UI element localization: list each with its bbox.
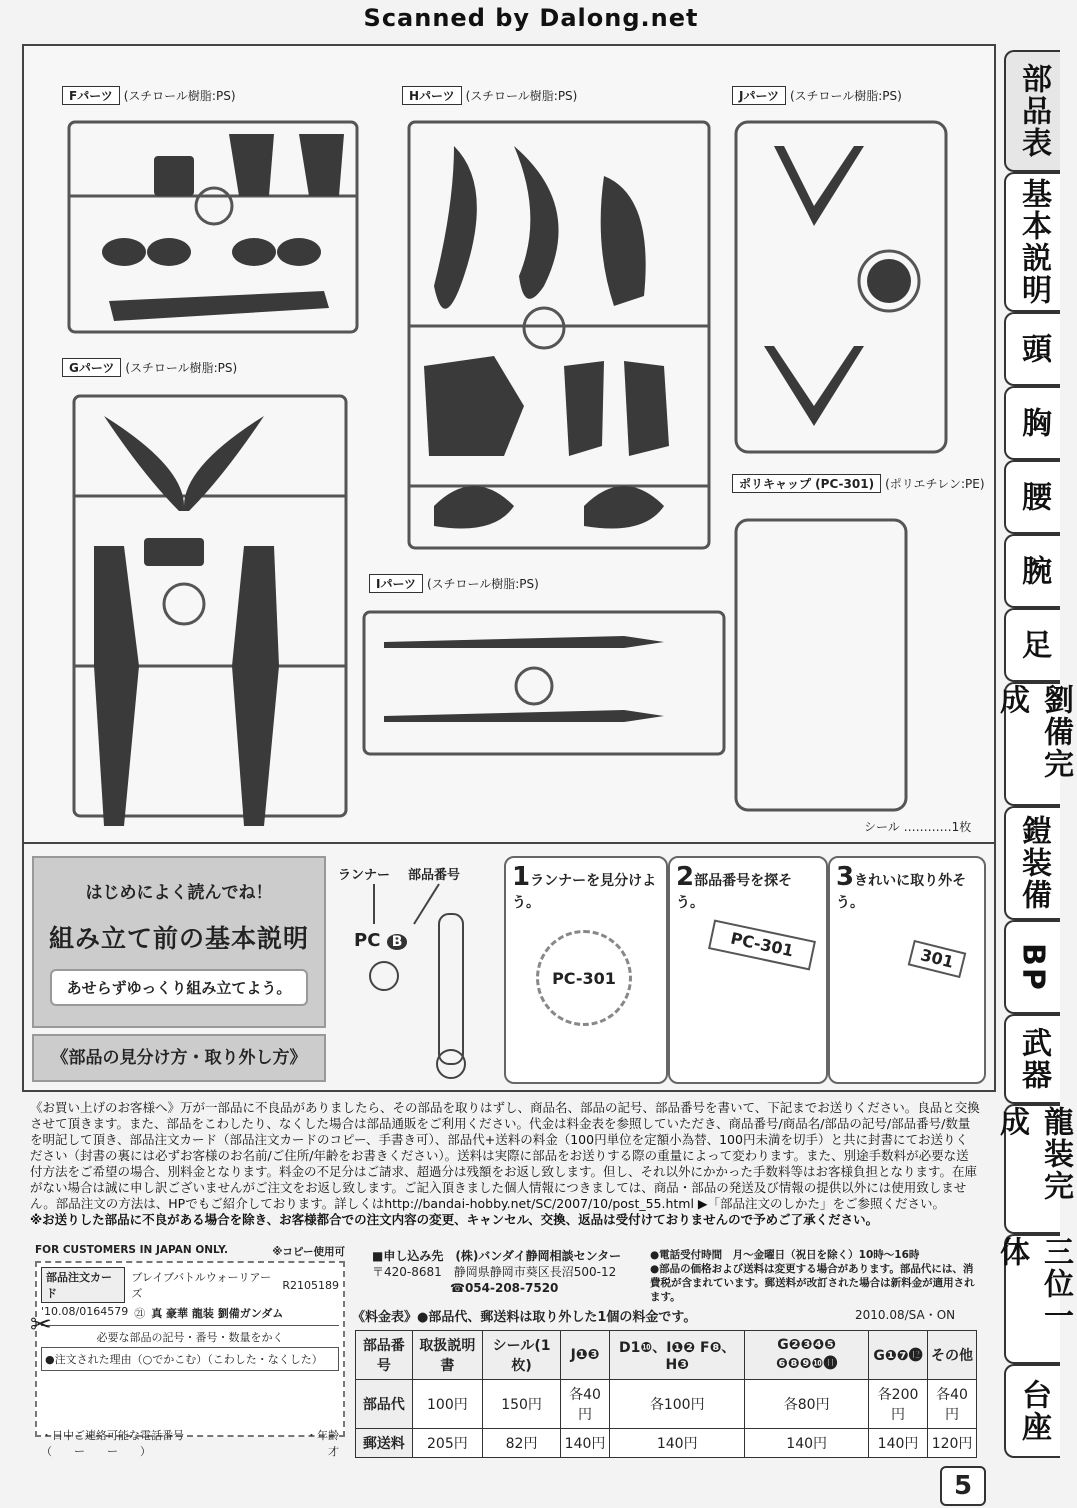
part-h-title: Hパーツ bbox=[402, 86, 462, 105]
step1-panel bbox=[504, 856, 668, 1084]
step1-label bbox=[506, 858, 666, 916]
tab-waist[interactable] bbox=[1004, 460, 1060, 534]
intro-text: はじめによく読んでね！ bbox=[85, 883, 273, 903]
phone-label: ・日中ご連絡可能な電話番号 bbox=[41, 1429, 184, 1442]
fee-header: シール(1枚) bbox=[483, 1331, 561, 1380]
contact-apply: ■申し込み先 (株)バンダイ静岡相談センター bbox=[372, 1249, 622, 1263]
step3-number: 3 bbox=[836, 862, 855, 892]
part-i-material: (スチロール樹脂:PS) bbox=[427, 577, 539, 591]
fee-header: J❶❸ bbox=[561, 1331, 610, 1380]
tab-leg[interactable] bbox=[1004, 608, 1060, 682]
runner-label: ランナー bbox=[338, 868, 391, 883]
fee-title: 《料金表》●部品代、郵送料は取り外した1個の料金です。 bbox=[352, 1310, 697, 1325]
for-customers: FOR CUSTOMERS IN JAPAN ONLY. bbox=[35, 1244, 228, 1256]
tab-label: 腰 bbox=[1016, 481, 1051, 513]
parts-diagram-panel bbox=[22, 44, 996, 844]
fee-ship-row bbox=[356, 1429, 977, 1458]
order-card-header bbox=[35, 1244, 345, 1259]
tab-basic[interactable] bbox=[1004, 172, 1060, 312]
seal-count: シール …………1枚 bbox=[864, 820, 972, 834]
runner-drawings bbox=[24, 46, 994, 842]
step3-panel bbox=[828, 856, 986, 1084]
price-cell: 各40円 bbox=[561, 1380, 610, 1429]
basic-explanation-panel bbox=[22, 842, 996, 1092]
tab-chest[interactable] bbox=[1004, 386, 1060, 460]
order-code: R2105189 bbox=[282, 1278, 339, 1292]
age-field[interactable]: 才 bbox=[328, 1445, 339, 1458]
contact-note: ●部品の価格および送料は変更する場合があります。部品代には、消費税が含まれています。郵送料が改訂された場合は新料金が適用されます。 bbox=[650, 1263, 975, 1303]
tab-weapon[interactable] bbox=[1004, 1014, 1060, 1104]
doc-date: 2010.08/SA・ON bbox=[855, 1308, 956, 1322]
tab-armor[interactable] bbox=[1004, 806, 1060, 920]
step3-text: きれいに取り外そう。 bbox=[836, 873, 967, 911]
part-h-material: (スチロール樹脂:PS) bbox=[465, 89, 578, 103]
partno-label: 部品番号 bbox=[408, 868, 461, 883]
contact-address: 〒420-8681 静岡県静岡市葵区長沼500-12 bbox=[372, 1265, 617, 1279]
tab-label: 胸 bbox=[1016, 407, 1051, 439]
part-f-title: Fパーツ bbox=[62, 86, 120, 105]
order-date-code: '10.08/0164579 bbox=[41, 1305, 129, 1318]
fee-header: 部品番号 bbox=[356, 1331, 413, 1380]
customer-notice bbox=[30, 1100, 980, 1228]
part-label-f bbox=[62, 86, 236, 105]
step2-text: 部品番号を探そう。 bbox=[676, 873, 793, 911]
tab-liubei-complete[interactable] bbox=[994, 682, 1073, 806]
intro-box bbox=[32, 856, 326, 1028]
ship-cell: 205円 bbox=[412, 1429, 482, 1458]
order-blank-area[interactable] bbox=[41, 1371, 339, 1427]
price-cell: 100円 bbox=[412, 1380, 482, 1429]
tab-head[interactable] bbox=[1004, 312, 1060, 386]
price-cell: 各200円 bbox=[868, 1380, 927, 1429]
part-label-j bbox=[732, 86, 902, 105]
order-need-label: 必要な部品の記号・番号・数量をかく bbox=[41, 1325, 339, 1345]
order-series: ブレイブバトルウォーリアーズ bbox=[131, 1271, 272, 1300]
tab-arm[interactable] bbox=[1004, 534, 1060, 608]
fee-header: G❷❸❹❺ ❻❽❾❿⓫ bbox=[745, 1331, 869, 1380]
part-label-g bbox=[62, 358, 237, 377]
notice-body: 《お買い上げのお客様へ》万が一部品に不良品がありましたら、その部品を取りはずし、商品名、部品の記号、部品番号を書いて、下記までお送りください。良品と交換させて頂きます。また、部品をこわしたり、なくした場合は部品通販をご利用ください。代金は料金表を参照していただき、商品番号/商品名/部品の記号/部品番号/数量を明記して頂き、部品注文カード（部品注文カードのコピー、手書き可）、部品代+送料の料金（100円単位を定額小為替、100円未満を切手）と共に封書にてお送りください（封書の裏には必ずお客様のお名前/ご住所/年齢をお書きください）。送料は実際に部品をお送りする際の重量によって変わります。また、別途手数料が必要な送付方法をご希望の場合、別料金となります。料金の不足分はご請求、超過分は残額をお返し致します。但し、それ以外にかかった手数料等はお客様負担となります。在庫がない場合は誠に申し訳ございませんがご注文をお返し致します。ご記入頂きました個人情報につきましては、商品・部品の発送及び情報の提供以外には使用致しません。部品注文の方法は、HPでもご紹介しております。詳しくはhttp://bandai-hobby.net/SC/2007/10/post_55.html ▶「部品注文のしかた」をご参照ください。 bbox=[30, 1100, 980, 1211]
tab-parts-list[interactable] bbox=[1004, 50, 1060, 172]
contact-tel: ☎054-208-7520 bbox=[450, 1281, 559, 1295]
part-label-pc bbox=[732, 474, 985, 493]
tab-label: 頭 bbox=[1016, 333, 1051, 365]
basic-sub: あせらずゆっくり組み立てよう。 bbox=[50, 969, 308, 1006]
order-reason: ●注文された理由（○でかこむ）（こわした・なくした） bbox=[41, 1347, 339, 1371]
step2-number: 2 bbox=[676, 862, 695, 892]
ship-cell: 140円 bbox=[610, 1429, 745, 1458]
part-f-material: (スチロール樹脂:PS) bbox=[123, 89, 236, 103]
step2-panel bbox=[668, 856, 828, 1084]
pc-text: PC bbox=[354, 930, 381, 951]
tab-bp[interactable] bbox=[1004, 920, 1060, 1014]
fee-header: その他 bbox=[928, 1331, 977, 1380]
fee-price-row bbox=[356, 1380, 977, 1429]
part-g-material: (スチロール樹脂:PS) bbox=[125, 361, 238, 375]
tab-label: 腕 bbox=[1016, 555, 1051, 587]
page-number: 5 bbox=[940, 1466, 986, 1506]
tab-label: 足 bbox=[1016, 629, 1051, 661]
tab-label: 基本説明 bbox=[1016, 178, 1051, 306]
part-label-h bbox=[402, 86, 577, 105]
ship-cell: 140円 bbox=[745, 1429, 869, 1458]
notice-warning: ※お送りした部品に不良がある場合を除き、お客様都合での注文内容の変更、キャンセル、交換、返品は受付けておりませんので予めご了承ください。 bbox=[30, 1212, 879, 1227]
ship-cell: 140円 bbox=[561, 1429, 610, 1458]
contact-info bbox=[372, 1248, 621, 1296]
b-badge: B bbox=[387, 934, 408, 950]
tab-label: BP bbox=[1015, 942, 1051, 992]
tab-label: 三位一体 bbox=[994, 1236, 1073, 1332]
price-cell: 各100円 bbox=[610, 1380, 745, 1429]
tab-dragon-complete[interactable] bbox=[994, 1104, 1073, 1234]
fee-header: 取扱説明書 bbox=[412, 1331, 482, 1380]
ship-row-label: 郵送料 bbox=[356, 1429, 413, 1458]
step2-label bbox=[670, 858, 826, 916]
price-cell: 150円 bbox=[483, 1380, 561, 1429]
tab-label: 武器 bbox=[1016, 1027, 1051, 1091]
part-pc-title: ポリキャップ (PC-301) bbox=[732, 474, 881, 493]
fee-header: D1❿、I❶❷ F❽、H❸ bbox=[610, 1331, 745, 1380]
part-j-material: (スチロール樹脂:PS) bbox=[790, 89, 902, 103]
part-i-title: Iパーツ bbox=[369, 574, 423, 593]
price-cell: 各80円 bbox=[745, 1380, 869, 1429]
step1-text: ランナーを見分けよう。 bbox=[512, 873, 657, 911]
howto-title: 《部品の見分け方・取り外し方》 bbox=[32, 1034, 326, 1082]
price-row-label: 部品代 bbox=[356, 1380, 413, 1429]
order-card bbox=[35, 1244, 345, 1458]
basic-title: 組み立て前の基本説明 bbox=[48, 924, 309, 953]
tab-label: 劉備完成 bbox=[994, 684, 1073, 780]
copy-ok: ※コピー使用可 bbox=[272, 1246, 345, 1258]
ship-cell: 120円 bbox=[928, 1429, 977, 1458]
ship-cell: 82円 bbox=[483, 1429, 561, 1458]
tab-trinity[interactable] bbox=[994, 1234, 1073, 1364]
age-label: ・年齢 bbox=[306, 1429, 339, 1442]
phone-field[interactable]: （ ー ー ） bbox=[41, 1445, 151, 1458]
fee-header-row bbox=[356, 1331, 977, 1380]
part-g-title: Gパーツ bbox=[62, 358, 121, 377]
step1-pc301-tag: PC-301 bbox=[536, 930, 632, 1026]
fee-header: G❶❼⓬ bbox=[868, 1331, 927, 1380]
product-number: ㉑ bbox=[134, 1307, 146, 1320]
contact-hours: ●電話受付時間 月〜金曜日（祝日を除く）10時〜16時 bbox=[650, 1249, 920, 1261]
fee-table bbox=[355, 1330, 977, 1458]
tab-label: 龍装完成 bbox=[994, 1106, 1073, 1202]
order-card-title: 部品注文カード bbox=[41, 1267, 125, 1303]
tab-stand[interactable] bbox=[1004, 1364, 1060, 1458]
tab-label: 鎧装備 bbox=[1016, 815, 1051, 911]
part-label-i bbox=[369, 574, 539, 593]
tab-label: 部品表 bbox=[1016, 63, 1051, 159]
part-j-title: Jパーツ bbox=[732, 86, 786, 105]
step3-label bbox=[830, 858, 984, 916]
step3-301-tag: 301 bbox=[908, 940, 967, 978]
contact-notes bbox=[650, 1248, 980, 1304]
step2-pc301-tag: PC-301 bbox=[708, 920, 816, 971]
price-cell: 各40円 bbox=[928, 1380, 977, 1429]
runner-part-illustration bbox=[344, 884, 494, 1084]
product-name: 真 豪華 龍装 劉備ガンダム bbox=[151, 1307, 284, 1320]
step1-number: 1 bbox=[512, 862, 531, 892]
scissors-icon: ✂ bbox=[30, 1310, 52, 1340]
ship-cell: 140円 bbox=[868, 1429, 927, 1458]
part-pc-material: (ポリエチレン:PE) bbox=[885, 477, 985, 491]
tab-label: 台座 bbox=[1016, 1379, 1051, 1443]
scan-credit: Scanned by Dalong.net bbox=[363, 4, 699, 32]
